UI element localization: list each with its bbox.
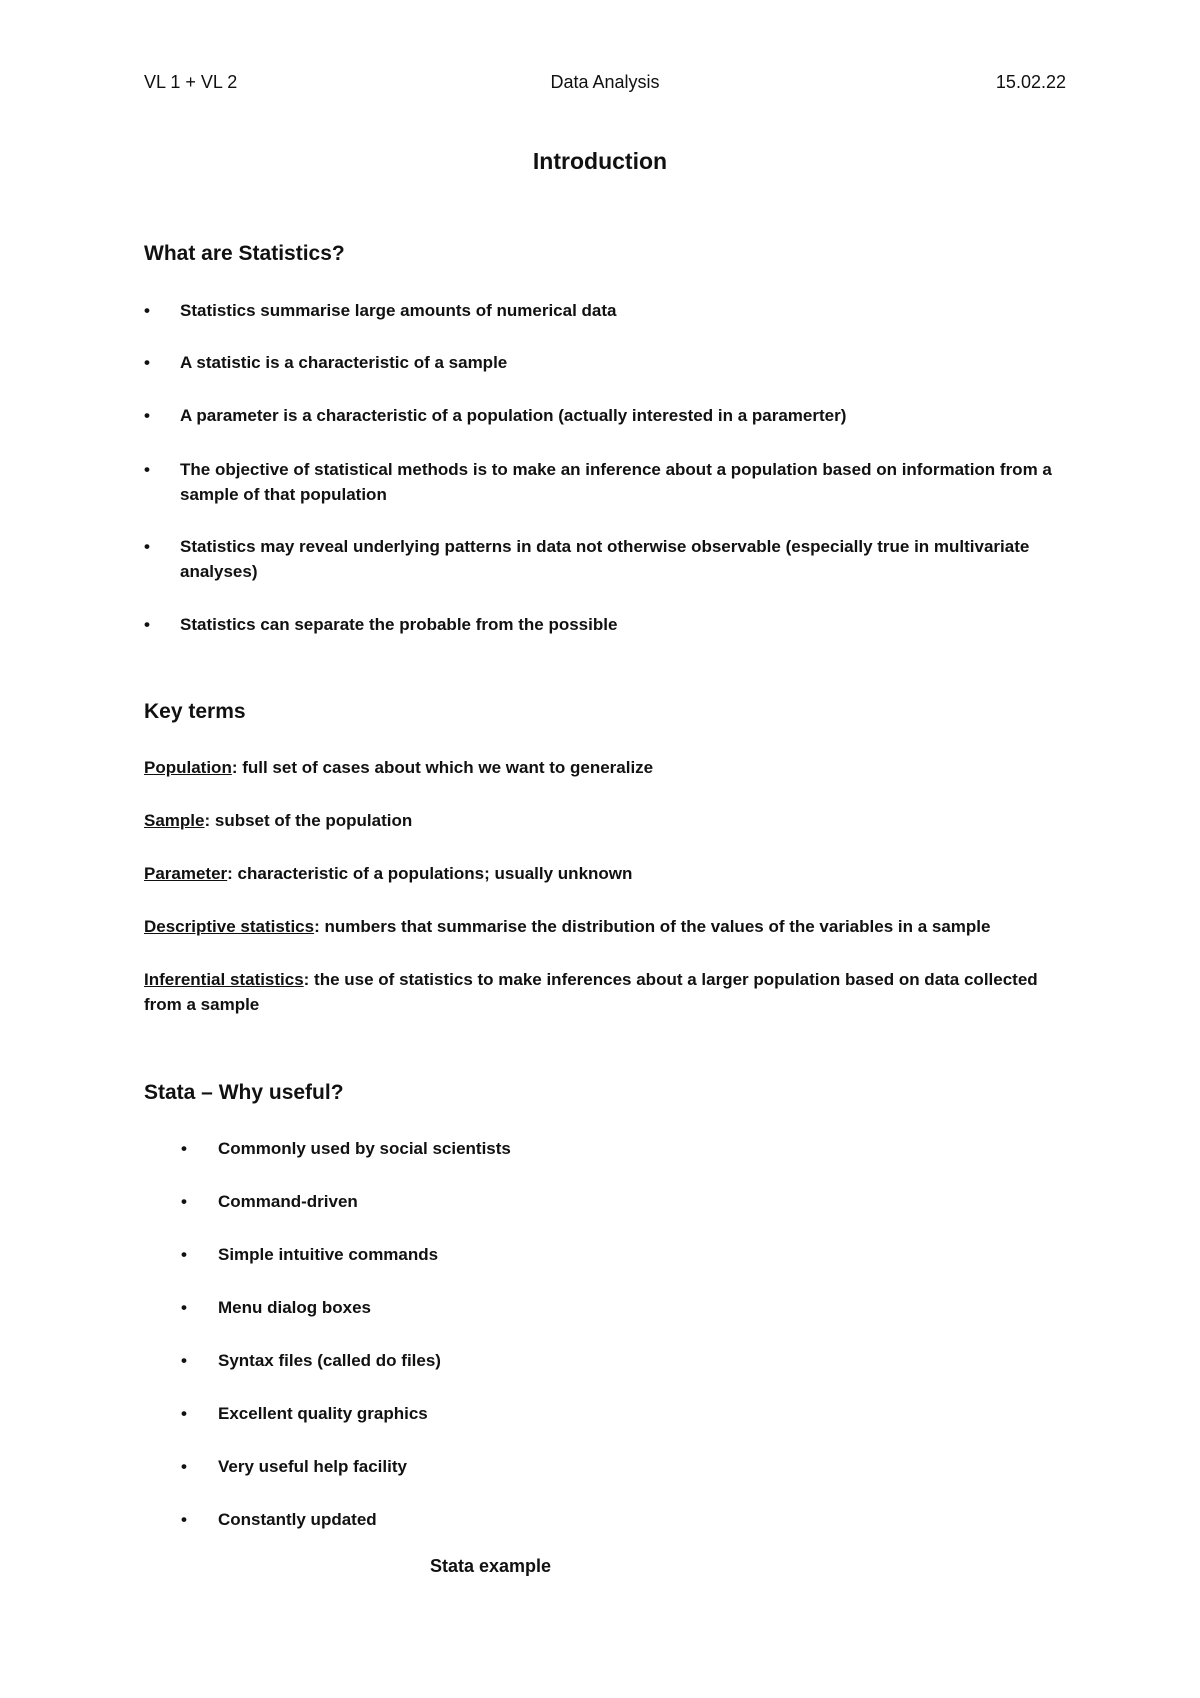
bullet-icon: •: [144, 615, 150, 634]
term-inferential-statistics: [144, 967, 1064, 1017]
term-definition: : full set of cases about which we want to generalize: [231, 758, 654, 777]
list-item-text: A statistic is a characteristic of a sample: [180, 353, 508, 372]
list-item-text: Simple intuitive commands: [218, 1245, 439, 1264]
list-item: [144, 403, 1064, 428]
list-item-text: Statistics may reveal underlying patterns in data not otherwise observable (especially true in multivariate analyses): [180, 537, 1030, 581]
list-item-text: Very useful help facility: [218, 1457, 407, 1476]
bullet-icon: •: [144, 460, 150, 479]
stata-example-label: Stata example: [430, 1556, 552, 1576]
bullet-icon: •: [181, 1298, 187, 1317]
list-item: [144, 298, 1064, 323]
bullet-icon: •: [181, 1404, 187, 1423]
bullet-icon: •: [144, 353, 150, 372]
bullet-icon: •: [181, 1351, 187, 1370]
list-item: [181, 1507, 1061, 1532]
term-population: [144, 755, 1064, 780]
page-header: [144, 72, 1066, 96]
list-item-text: Statistics can separate the probable from the possible: [180, 615, 618, 634]
list-item: [181, 1136, 1061, 1161]
list-item-text: Command-driven: [218, 1192, 358, 1211]
list-item: [144, 457, 1064, 507]
term-name: Inferential statistics: [144, 970, 304, 989]
bullet-icon: •: [144, 406, 150, 425]
list-item: [181, 1401, 1061, 1426]
bullet-icon: •: [181, 1510, 187, 1529]
header-subject: Data Analysis: [550, 72, 660, 92]
list-item: [181, 1295, 1061, 1320]
term-definition: : numbers that summarise the distribution of the values of the variables in a sample: [314, 917, 991, 936]
section-heading-stata: Stata – Why useful?: [144, 1081, 344, 1104]
list-item-text: Menu dialog boxes: [218, 1298, 372, 1317]
list-item: [144, 534, 1064, 584]
term-parameter: [144, 861, 1064, 886]
bullet-icon: •: [144, 537, 150, 556]
list-item: [144, 612, 1064, 637]
list-item: [181, 1242, 1061, 1267]
list-item-text: Syntax files (called do files): [218, 1351, 441, 1370]
list-item: [144, 350, 1064, 375]
bullet-icon: •: [181, 1139, 187, 1158]
term-name: Sample: [144, 811, 205, 830]
header-date: 15.02.22: [995, 72, 1066, 92]
list-item: [181, 1189, 1061, 1214]
term-definition: : the use of statistics to make inferences about a larger population based on data collected from a sample: [144, 970, 1038, 1014]
bullet-icon: •: [144, 301, 150, 320]
term-name: Population: [144, 758, 232, 777]
section-heading-key-terms: Key terms: [144, 700, 246, 723]
statistics-bullet-list: [144, 298, 1064, 638]
list-item: [181, 1348, 1061, 1373]
list-item-text: Excellent quality graphics: [218, 1404, 428, 1423]
bullet-icon: •: [181, 1192, 187, 1211]
term-definition: : subset of the population: [204, 811, 413, 830]
bullet-icon: •: [181, 1245, 187, 1264]
page-title: Introduction: [532, 148, 668, 174]
header-course: VL 1 + VL 2: [144, 72, 238, 92]
list-item-text: Constantly updated: [218, 1510, 377, 1529]
list-item-text: A parameter is a characteristic of a population (actually interested in a paramerter): [180, 406, 847, 425]
term-descriptive-statistics: [144, 914, 1064, 939]
term-definition: : characteristic of a populations; usually unknown: [227, 864, 633, 883]
term-name: Parameter: [144, 864, 228, 883]
section-heading-what-are-statistics: What are Statistics?: [144, 242, 345, 265]
list-item-text: Statistics summarise large amounts of numerical data: [180, 301, 617, 320]
stata-bullet-list: [181, 1136, 1061, 1546]
term-name: Descriptive statistics: [144, 917, 315, 936]
list-item-text: Commonly used by social scientists: [218, 1139, 511, 1158]
term-sample: [144, 808, 1064, 833]
list-item: [181, 1454, 1061, 1479]
list-item-text: The objective of statistical methods is to make an inference about a population based on information from a sample of that population: [180, 460, 1052, 504]
bullet-icon: •: [181, 1457, 187, 1476]
